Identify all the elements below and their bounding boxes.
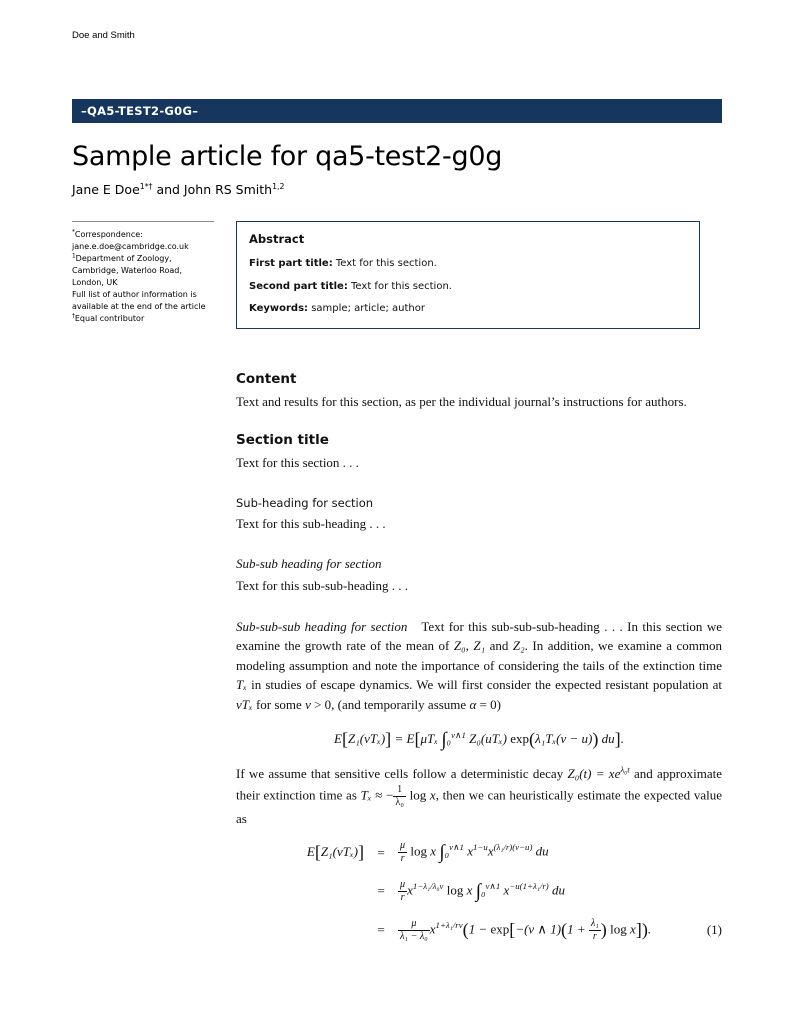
correspondence-note: *Correspondence: jane.e.doe@cambridge.co.uk xyxy=(72,229,189,251)
equals-sign: = xyxy=(376,922,386,938)
abstract-second-part-label: Second part title: xyxy=(249,280,348,292)
display-equation: E[Z₁(vTₓ)] = E[μTₓ ∫₀$^{v\wedge 1}$ Z₀(uTₓ) exp(λ₁Tₓ(v − u)) du]. xyxy=(334,729,624,751)
after-equation-paragraph: If we assume that sensitive cells follow a deterministic decay $Z_0(t) = xe^{\lambda_0t}$ and approximate their extinction time as Tₓ ≈ − $\frac{1}{\text{λ₀}}$ log x, then we can heuristically estimate the expected value as xyxy=(236,764,722,826)
affiliation-note: $^1$Department of Zoology, Cambridge, Waterloo Road, London, UK xyxy=(72,253,182,287)
author-notes-sidebar xyxy=(72,221,214,943)
content-paragraph: Text and results for this section, as per the individual journal’s instructions for authors. xyxy=(236,393,687,409)
running-head: Doe and Smith xyxy=(72,30,135,41)
equal-contributor-note: †Equal contributor xyxy=(72,313,145,323)
equation-number: (1) xyxy=(706,922,722,938)
subsubsection-heading: Sub-sub heading for section xyxy=(236,556,382,571)
equation-rhs-line-2: $\frac{\mu}{r}$ $x^{1-\lambda_1/\lambda_0v}$ log x ∫₀$^{v\wedge 1}$ $x^{-u(1+\lambda_1/r)}$ du xyxy=(400,879,565,903)
abstract-first-part xyxy=(249,257,687,272)
main-column xyxy=(236,221,722,943)
two-column-area xyxy=(72,221,722,943)
content-heading: Content xyxy=(236,370,297,387)
section-title-heading: Section title xyxy=(236,432,329,448)
article-type-label: –QA5-TEST2-G0G– xyxy=(81,104,199,118)
authors-line: Jane E Doe$^{1*\dagger}$ and John RS Smith$^{1,2}$ xyxy=(72,181,285,197)
equation-array xyxy=(236,840,722,943)
equation-array-grid xyxy=(236,840,722,943)
abstract-second-part xyxy=(249,280,687,295)
abstract-first-part-text: Text for this section. xyxy=(332,258,437,269)
subsubsubsection-text: Text for this sub-sub-sub-heading . . . In this section we examine the growth rate of the mean of Z₀, Z₁ and Z₂. In addition, we examine a common modeling assumption and note the importance of considering the tails of the extinction time Tₓ in studies of escape dynamics. We will first consider the expected resistant population at vTₓ for some v > 0, (and temporarily assume α = 0) xyxy=(236,618,723,712)
equation-lhs: E[Z₁(vTₓ)] xyxy=(306,842,365,863)
abstract-second-part-text: Text for this section. xyxy=(347,280,452,292)
subsubsubsection-heading: Sub-sub-sub heading for section xyxy=(236,618,408,634)
abstract-keywords-text: sample; article; author xyxy=(308,303,425,314)
article-type-banner xyxy=(72,99,722,123)
subsection-paragraph: Text for this sub-heading . . . xyxy=(236,515,386,531)
subsection-heading: Sub-heading for section xyxy=(236,495,374,510)
abstract-box xyxy=(236,221,700,329)
subsubsubsection-paragraph xyxy=(236,617,722,715)
equals-sign: = xyxy=(376,883,386,899)
section-paragraph: Text for this section . . . xyxy=(236,455,359,470)
abstract-first-part-label: First part title: xyxy=(249,258,333,269)
equation-rhs-line-3: $\frac{\mu}{\text{λ₁ − λ₀}}$ $x^{1+\lambda_1/rv}(1 - \exp[-(v$ ∧ 1)(1 + $\frac{\text{λ₁}}{r}$ ) log x]). xyxy=(400,917,652,942)
abstract-keywords xyxy=(249,302,687,317)
subsubsection-paragraph: Text for this sub-sub-heading . . . xyxy=(236,578,409,593)
equals-sign: = xyxy=(376,844,386,860)
abstract-heading: Abstract xyxy=(249,232,305,246)
equation-rhs-line-1: $\frac{\mu}{r}$ log x ∫₀$^{v\wedge 1}$ $x^{1-u}x^{(\lambda_1/r)(v-u)}$ du xyxy=(400,840,549,865)
abstract-keywords-label: Keywords: xyxy=(249,303,309,314)
author-info-note: Full list of author information is available at the end of the article xyxy=(72,290,206,311)
article-title: Sample article for qa5-test2-g0g xyxy=(72,141,503,172)
